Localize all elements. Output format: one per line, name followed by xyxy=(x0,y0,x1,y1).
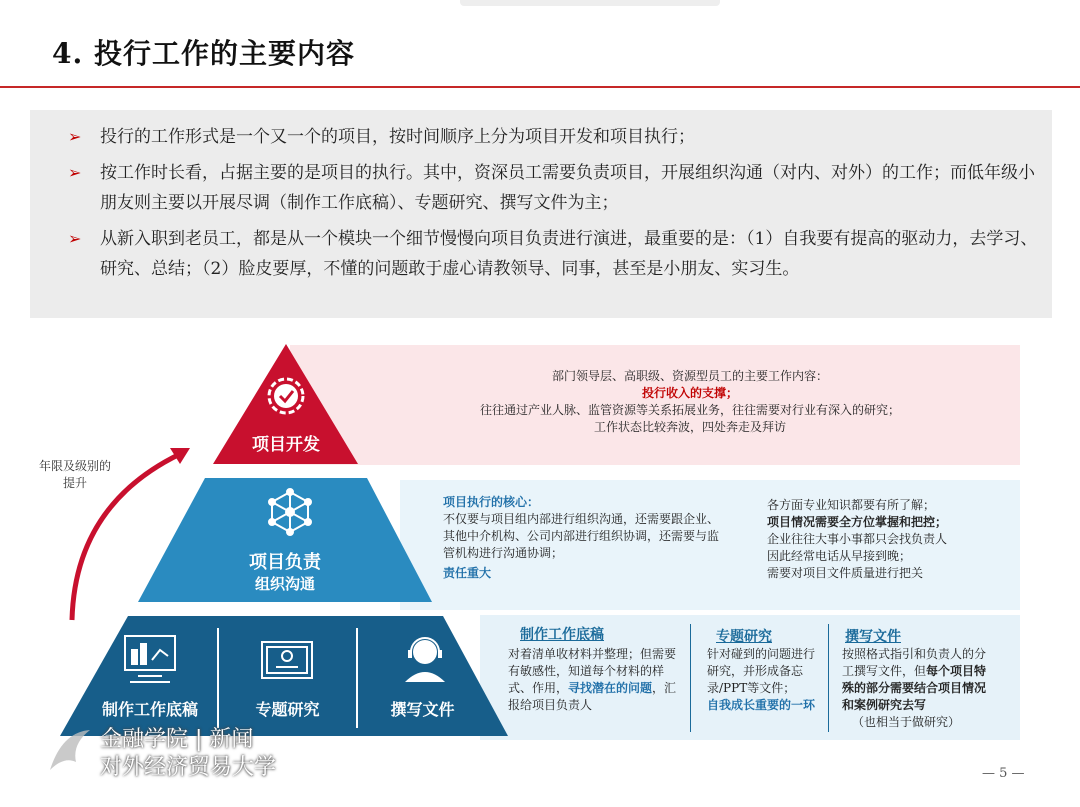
bullet-item-3: ➢ 从新入职到老员工，都是从一个模块一个细节慢慢向项目负责进行演进，最重要的是：（1）自我要有提高的驱动力，去学习、研究、总结；（2）脸皮要厚，不懂的问题敢于虚心请教领导、同事，甚至是小朋友、实习生。 xyxy=(68,224,1050,284)
watermark-line-2: 对外经济贸易大学 xyxy=(100,755,277,780)
mid-box-right-2: 项目情况需要全方位掌握和把控； xyxy=(767,515,948,529)
low-col1-head: 制作工作底稿 xyxy=(520,627,604,643)
mid-box-right-1: 各方面专业知识都要有所了解； xyxy=(767,498,936,512)
bullet-item-2: ➢ 按工作时长看，占据主要的是项目的执行。其中，资深员工需要负责项目，开展组织沟通（对内、对外）的工作；而低年级小朋友则主要以开展尽调（制作工作底稿）、专题研究、撰写文件为主； xyxy=(68,158,1050,218)
page-number: — 5 — xyxy=(982,766,1025,781)
low-col2-head: 专题研究 xyxy=(716,629,772,645)
low-col1-body: 对着清单收材料并整理；但需要有敏感性，知道每个材料的样式、作用，寻找潜在的问题，汇报给项目负责人 xyxy=(508,647,677,712)
mid-box-right-3: 企业往往大事小事都只会找负责人 xyxy=(767,532,948,546)
low-col2-body: 针对碰到的问题进行研究，并形成备忘录/PPT等文件； xyxy=(707,647,816,695)
top-box-line-3: 往往通过产业人脉、监管资源等关系拓展业务，往往需要对行业有深入的研究； xyxy=(479,403,900,417)
pyramid-mid-label-1: 项目负责 xyxy=(249,552,321,573)
arrow-bullet-icon: ➢ xyxy=(68,163,82,182)
mid-box-right-4: 因此经常电话从早接到晚； xyxy=(767,549,912,563)
page-title: 4. 投行工作的主要内容 xyxy=(52,37,355,70)
top-box-line-2: 投行收入的支撑； xyxy=(641,386,738,400)
arrow-bullet-icon: ➢ xyxy=(68,229,82,248)
pyramid-top-label: 项目开发 xyxy=(252,435,320,455)
low-col-divider-1 xyxy=(690,624,691,732)
pyramid-bottom-label-3: 撰写文件 xyxy=(390,700,455,719)
low-col3-body: 按照格式指引和负责人的分工撰写文件，但每个项目特殊的部分需要结合项目情况和案例研究去写 xyxy=(842,647,987,712)
side-note: 年限及级别的提升 xyxy=(38,459,111,490)
title-divider xyxy=(0,86,1080,88)
bullet-item-1: ➢ 投行的工作形式是一个又一个的项目，按时间顺序上分为项目开发和项目执行； xyxy=(68,122,1050,152)
pyramid-bottom-label-2: 专题研究 xyxy=(255,700,320,719)
bullet-panel xyxy=(30,110,1052,318)
mid-box-right-5: 需要对项目文件质量进行把关 xyxy=(767,566,924,580)
check-badge-icon xyxy=(269,379,303,413)
top-box-line-4: 工作状态比较奔波，四处奔走及拜访 xyxy=(593,420,786,434)
pyramid-mid-label-2: 组织沟通 xyxy=(254,575,315,593)
mid-box-left-tail: 责任重大 xyxy=(443,566,492,580)
top-tab-decoration xyxy=(460,0,720,6)
mid-box-left-body: 不仅要与项目组内部进行组织沟通，还需要跟企业、其他中介机构、公司内部进行组织协调，还需要与监管机构进行沟通协调； xyxy=(443,512,720,560)
low-col3-head: 撰写文件 xyxy=(845,629,901,645)
pyramid-bottom-label-1: 制作工作底稿 xyxy=(101,700,198,719)
low-col3-tail: （也相当于做研究） xyxy=(852,715,961,729)
university-logo-icon xyxy=(42,722,98,778)
arrow-bullet-icon: ➢ xyxy=(68,127,82,146)
low-col2-blue: 自我成长重要的一环 xyxy=(707,698,816,712)
low-col-divider-2 xyxy=(828,624,829,732)
watermark-line-1: 金融学院 | 新闻 xyxy=(100,727,254,752)
mid-box-left-head: 项目执行的核心： xyxy=(443,495,540,509)
top-box-line-1: 部门领导层、高职级、资源型员工的主要工作内容： xyxy=(551,369,828,383)
